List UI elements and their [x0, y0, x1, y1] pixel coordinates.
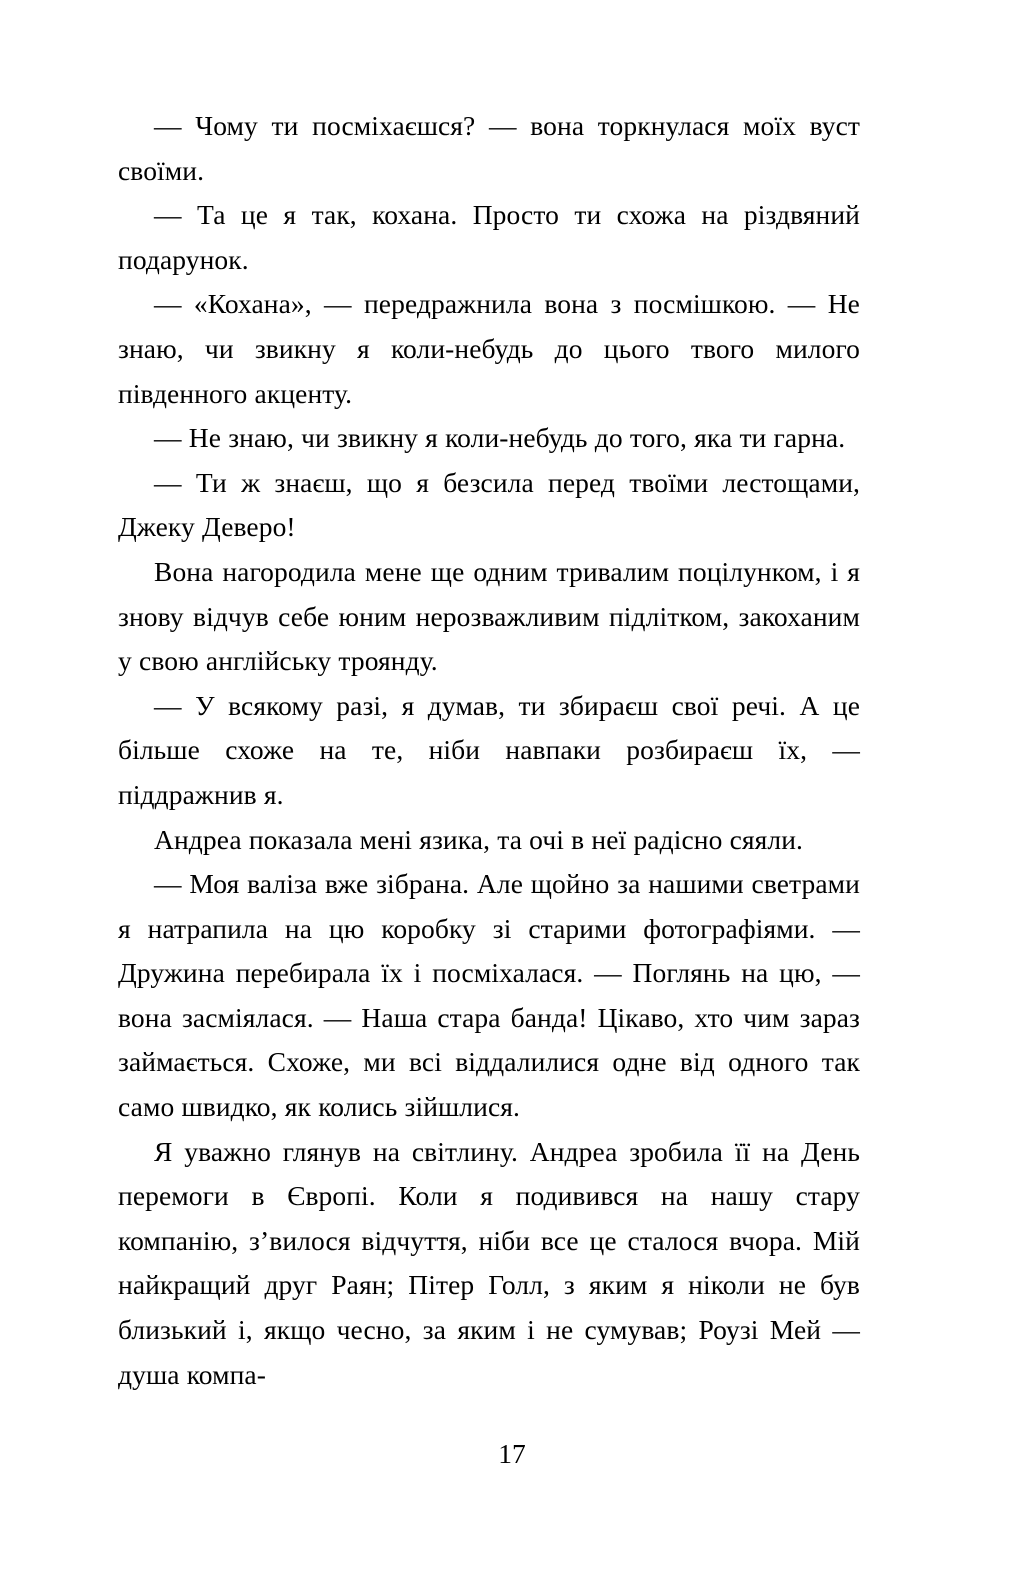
paragraph: — «Кохана», — передражнила вона з посмішкою. — Не знаю, чи звикну я коли-небудь до цього твого милого південного акценту.	[118, 288, 860, 409]
paragraph: Андреа показала мені язика, та очі в неї радісно сяяли.	[154, 823, 804, 855]
paragraph: — Чому ти посміхаєшся? — вона торкнулася моїх вуст своїми.	[118, 110, 860, 186]
paragraph: — Ти ж знаєш, що я безсила перед твоїми лестощами, Джеку Деверо!	[118, 466, 860, 543]
paragraph: — Та це я так, кохана. Просто ти схожа на різдвяний подарунок.	[118, 199, 860, 275]
paragraph: — У всякому разі, я думав, ти збираєш свої речі. А це більше схоже на те, ніби навпаки розбираєш їх, — піддражнив я.	[118, 689, 860, 810]
paragraph: Я уважно глянув на світлину. Андреа зробила її на День перемоги в Європі. Коли я подивився на нашу стару компанію, з’вилося відчуття, ніби все це сталося вчора. Мій найкращий друг Раян; Пітер Голл, з яким я ніколи не був близький і, якщо чесно, за яким і не сумував; Роузі Мей — душа компа-	[118, 1135, 860, 1390]
paragraph: — Не знаю, чи звикну я коли-небудь до того, яка ти гарна.	[154, 422, 846, 454]
page-number: 17	[498, 1438, 526, 1469]
body-text-column	[118, 104, 860, 1397]
paragraph: Вона нагородила мене ще одним тривалим поцілунком, і я знову відчув себе юним нерозважливим підлітком, закоханим у свою англійську троянду.	[118, 555, 860, 677]
paragraph: — Моя валіза вже зібрана. Але щойно за нашими светрами я натрапила на цю коробку зі старими фотографіями. — Дружина перебирала їх і посміхалася. — Поглянь на цю, — вона засміялася. — Наша стара банда! Цікаво, хто чим зараз займається. Схоже, ми всі віддалилися одне від одного так само швидко, як колись зійшлися.	[118, 868, 860, 1123]
